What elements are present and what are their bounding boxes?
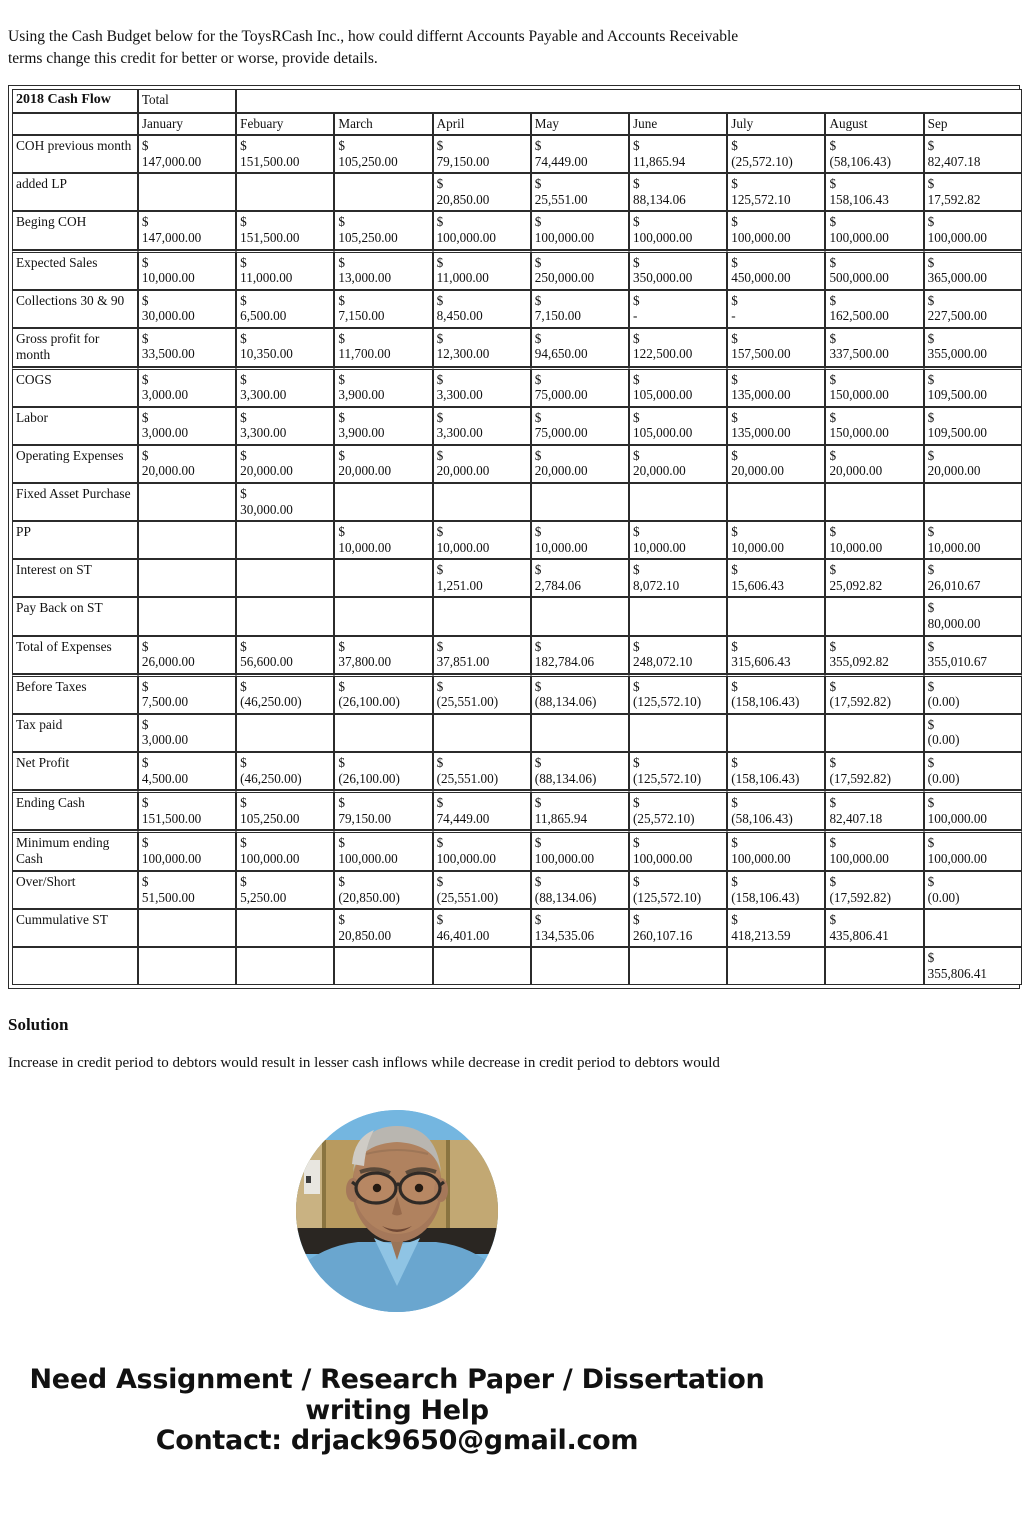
- table-cell: [236, 559, 334, 597]
- table-cell: [825, 714, 923, 752]
- row-label-cell: Operating Expenses: [12, 445, 138, 483]
- month-header-cell: June: [629, 113, 727, 136]
- table-cell: $ 147,000.00: [138, 135, 236, 173]
- month-header-cell: August: [825, 113, 923, 136]
- table-cell: $ 100,000.00: [924, 790, 1022, 830]
- table-cell: $ 15,606.43: [727, 559, 825, 597]
- table-cell: [531, 947, 629, 985]
- table-cell: $ 3,300.00: [236, 407, 334, 445]
- table-header-row-title: [12, 89, 1022, 113]
- table-cell: [531, 597, 629, 635]
- table-cell: $ (0.00): [924, 674, 1022, 714]
- table-cell: [138, 947, 236, 985]
- table-row: [12, 250, 1022, 290]
- table-cell: $ 105,000.00: [629, 407, 727, 445]
- table-row: [12, 135, 1022, 173]
- table-cell: $ (158,106.43): [727, 752, 825, 790]
- table-cell: $ 20,000.00: [334, 445, 432, 483]
- table-cell: $ 82,407.18: [825, 790, 923, 830]
- table-cell: [825, 597, 923, 635]
- table-cell: $ (17,592.82): [825, 752, 923, 790]
- table-cell: $ (46,250.00): [236, 674, 334, 714]
- row-label-cell: Expected Sales: [12, 250, 138, 290]
- table-cell: $ 8,072.10: [629, 559, 727, 597]
- row-label-cell: COH previous month: [12, 135, 138, 173]
- table-cell: $ 11,865.94: [629, 135, 727, 173]
- table-cell: $ (0.00): [924, 714, 1022, 752]
- month-header-cell: March: [334, 113, 432, 136]
- table-cell: $ 20,000.00: [629, 445, 727, 483]
- table-cell: $ 135,000.00: [727, 367, 825, 407]
- table-cell: $ (26,100.00): [334, 752, 432, 790]
- table-cell: $ (25,551.00): [433, 674, 531, 714]
- table-cell: $ 182,784.06: [531, 636, 629, 674]
- row-label-cell: Total of Expenses: [12, 636, 138, 674]
- profile-photo-block: [0, 1110, 794, 1317]
- table-cell: $ 1,251.00: [433, 559, 531, 597]
- table-cell: $ (158,106.43): [727, 871, 825, 909]
- table-cell: $ 80,000.00: [924, 597, 1022, 635]
- table-cell: $ 2,784.06: [531, 559, 629, 597]
- table-cell: $ 3,900.00: [334, 367, 432, 407]
- table-cell: $ 150,000.00: [825, 367, 923, 407]
- table-cell: [138, 483, 236, 521]
- table-cell: $ 100,000.00: [334, 830, 432, 871]
- table-cell: $ 100,000.00: [433, 830, 531, 871]
- table-cell: $ 350,000.00: [629, 250, 727, 290]
- table-cell: $ 418,213.59: [727, 909, 825, 947]
- table-row: [12, 790, 1022, 830]
- row-label-cell: Before Taxes: [12, 674, 138, 714]
- table-row: [12, 211, 1022, 249]
- month-header-cell: April: [433, 113, 531, 136]
- table-cell: $ (46,250.00): [236, 752, 334, 790]
- month-row-corner-cell: [12, 113, 138, 136]
- table-row: [12, 597, 1022, 635]
- table-cell: $ 135,000.00: [727, 407, 825, 445]
- table-cell: $ (25,551.00): [433, 752, 531, 790]
- month-header-cell: May: [531, 113, 629, 136]
- table-cell: $ 105,000.00: [629, 367, 727, 407]
- table-cell: $ 337,500.00: [825, 328, 923, 367]
- table-cell: $ 20,000.00: [531, 445, 629, 483]
- document-page: [0, 16, 988, 1475]
- table-cell: $ 7,150.00: [531, 290, 629, 328]
- table-cell: $ 100,000.00: [138, 830, 236, 871]
- table-cell: $ 94,650.00: [531, 328, 629, 367]
- row-label-cell: Beging COH: [12, 211, 138, 249]
- row-label-cell: Collections 30 & 90: [12, 290, 138, 328]
- table-row: [12, 947, 1022, 985]
- table-cell: $ -: [629, 290, 727, 328]
- table-row: [12, 714, 1022, 752]
- table-cell: $ 355,092.82: [825, 636, 923, 674]
- table-cell: $ (158,106.43): [727, 674, 825, 714]
- cash-flow-table: [12, 89, 1022, 985]
- table-cell: $ 7,150.00: [334, 290, 432, 328]
- row-label-cell: Interest on ST: [12, 559, 138, 597]
- table-cell: [727, 483, 825, 521]
- month-header-cell: January: [138, 113, 236, 136]
- table-cell: $ 250,000.00: [531, 250, 629, 290]
- table-cell: $ (88,134.06): [531, 752, 629, 790]
- footer-cta: [0, 1365, 794, 1474]
- footer-line-1: Need Assignment / Research Paper / Dissertation: [29, 1364, 765, 1396]
- table-cell: $ 500,000.00: [825, 250, 923, 290]
- cash-flow-table-container: [8, 85, 988, 989]
- table-cell: $ 46,401.00: [433, 909, 531, 947]
- footer-line-2: writing Help: [305, 1394, 489, 1426]
- table-cell: $ 122,500.00: [629, 328, 727, 367]
- table-cell: $ (125,572.10): [629, 674, 727, 714]
- table-cell: $ 20,850.00: [433, 173, 531, 211]
- table-cell: [334, 559, 432, 597]
- table-cell: $ 315,606.43: [727, 636, 825, 674]
- table-cell: $ 30,000.00: [138, 290, 236, 328]
- table-cell: [138, 173, 236, 211]
- table-cell: [138, 521, 236, 559]
- table-cell: $ 151,500.00: [236, 135, 334, 173]
- table-row: [12, 559, 1022, 597]
- table-cell: $ 13,000.00: [334, 250, 432, 290]
- table-cell: $ 37,851.00: [433, 636, 531, 674]
- row-label-cell: COGS: [12, 367, 138, 407]
- table-cell: $ 3,300.00: [433, 367, 531, 407]
- table-cell: [334, 173, 432, 211]
- table-cell: $ 162,500.00: [825, 290, 923, 328]
- table-cell: $ (17,592.82): [825, 871, 923, 909]
- table-cell: [531, 714, 629, 752]
- table-cell: [433, 483, 531, 521]
- table-cell: $ (58,106.43): [727, 790, 825, 830]
- cash-flow-table-body: [12, 89, 1022, 985]
- table-cell: $ 10,000.00: [924, 521, 1022, 559]
- table-cell: $ 79,150.00: [334, 790, 432, 830]
- table-cell: [924, 483, 1022, 521]
- table-cell: $ 79,150.00: [433, 135, 531, 173]
- table-row: [12, 674, 1022, 714]
- table-cell: [236, 947, 334, 985]
- table-cell: $ 74,449.00: [433, 790, 531, 830]
- table-cell: $ 355,010.67: [924, 636, 1022, 674]
- table-cell: $ 82,407.18: [924, 135, 1022, 173]
- table-cell: [727, 597, 825, 635]
- table-cell: $ 20,000.00: [138, 445, 236, 483]
- table-cell: $ 260,107.16: [629, 909, 727, 947]
- table-row: [12, 830, 1022, 871]
- table-cell: $ 100,000.00: [236, 830, 334, 871]
- table-cell: [433, 597, 531, 635]
- table-cell: [924, 909, 1022, 947]
- table-row: [12, 407, 1022, 445]
- table-cell: $ 11,000.00: [236, 250, 334, 290]
- table-cell: $ 150,000.00: [825, 407, 923, 445]
- table-cell: [334, 947, 432, 985]
- table-cell: [433, 714, 531, 752]
- table-cell: $ 3,000.00: [138, 407, 236, 445]
- table-row: [12, 871, 1022, 909]
- table-row: [12, 173, 1022, 211]
- table-cell: $ 100,000.00: [924, 211, 1022, 249]
- table-cell: [138, 559, 236, 597]
- table-cell: $ 10,000.00: [825, 521, 923, 559]
- solution-text: Increase in credit period to debtors would result in lesser cash inflows while decrease in credit period to debtors would: [8, 1055, 720, 1072]
- solution-heading: Solution: [8, 1015, 69, 1035]
- table-cell: $ (25,572.10): [727, 135, 825, 173]
- table-cell: $ (58,106.43): [825, 135, 923, 173]
- row-label-cell: Labor: [12, 407, 138, 445]
- table-row: [12, 328, 1022, 367]
- table-cell: $ (25,572.10): [629, 790, 727, 830]
- table-cell: [236, 521, 334, 559]
- table-cell: [236, 597, 334, 635]
- table-cell: [334, 483, 432, 521]
- table-outer-frame: [8, 85, 1020, 989]
- table-cell: $ 3,000.00: [138, 714, 236, 752]
- table-cell: $ 20,000.00: [924, 445, 1022, 483]
- table-cell: $ 10,000.00: [629, 521, 727, 559]
- table-cell: $ 17,592.82: [924, 173, 1022, 211]
- table-cell: $ 11,700.00: [334, 328, 432, 367]
- row-label-cell: [12, 947, 138, 985]
- table-cell: [727, 947, 825, 985]
- table-cell: $ (25,551.00): [433, 871, 531, 909]
- table-cell: $ 248,072.10: [629, 636, 727, 674]
- table-cell: $ 11,000.00: [433, 250, 531, 290]
- table-cell: [825, 947, 923, 985]
- table-cell: $ 75,000.00: [531, 407, 629, 445]
- table-cell: $ (17,592.82): [825, 674, 923, 714]
- table-row: [12, 521, 1022, 559]
- row-label-cell: Fixed Asset Purchase: [12, 483, 138, 521]
- table-cell: [334, 597, 432, 635]
- table-cell: $ 100,000.00: [629, 211, 727, 249]
- row-label-cell: Cummulative ST: [12, 909, 138, 947]
- table-cell: $ 100,000.00: [825, 830, 923, 871]
- table-row: [12, 636, 1022, 674]
- row-label-cell: Gross profit for month: [12, 328, 138, 367]
- table-cell: $ 450,000.00: [727, 250, 825, 290]
- table-cell: [629, 597, 727, 635]
- table-cell: $ 88,134.06: [629, 173, 727, 211]
- table-cell: $ 51,500.00: [138, 871, 236, 909]
- table-cell: $ 227,500.00: [924, 290, 1022, 328]
- row-label-cell: Tax paid: [12, 714, 138, 752]
- table-cell: $ 100,000.00: [531, 211, 629, 249]
- table-cell: $ 100,000.00: [629, 830, 727, 871]
- table-cell: $ 3,900.00: [334, 407, 432, 445]
- table-cell: [236, 173, 334, 211]
- table-row: [12, 445, 1022, 483]
- table-cell: $ -: [727, 290, 825, 328]
- table-row: [12, 752, 1022, 790]
- avatar-portrait-icon: [296, 1110, 498, 1312]
- table-cell: $ 105,250.00: [236, 790, 334, 830]
- table-cell: $ (26,100.00): [334, 674, 432, 714]
- table-cell: $ 25,551.00: [531, 173, 629, 211]
- table-cell: $ 20,000.00: [433, 445, 531, 483]
- table-cell: $ 6,500.00: [236, 290, 334, 328]
- footer-line-3: Contact: drjack9650@gmail.com: [155, 1424, 639, 1456]
- table-cell: $ 3,000.00: [138, 367, 236, 407]
- table-cell: $ 74,449.00: [531, 135, 629, 173]
- table-cell: $ 26,010.67: [924, 559, 1022, 597]
- table-cell: $ 147,000.00: [138, 211, 236, 249]
- table-cell: $ 10,000.00: [433, 521, 531, 559]
- month-header-cell: Febuary: [236, 113, 334, 136]
- table-cell: $ 26,000.00: [138, 636, 236, 674]
- table-cell: $ 355,000.00: [924, 328, 1022, 367]
- table-cell: $ 3,300.00: [433, 407, 531, 445]
- table-cell: $ 12,300.00: [433, 328, 531, 367]
- table-cell: [629, 483, 727, 521]
- table-cell: $ 158,106.43: [825, 173, 923, 211]
- table-cell: $ (88,134.06): [531, 871, 629, 909]
- table-cell: $ 151,500.00: [138, 790, 236, 830]
- table-cell: $ 37,800.00: [334, 636, 432, 674]
- table-cell: [531, 483, 629, 521]
- table-row: [12, 483, 1022, 521]
- table-cell: [236, 909, 334, 947]
- total-header-cell: Total: [138, 89, 236, 113]
- table-cell: $ 10,000.00: [138, 250, 236, 290]
- table-cell: $ 75,000.00: [531, 367, 629, 407]
- table-cell: [334, 714, 432, 752]
- table-cell: $ 435,806.41: [825, 909, 923, 947]
- table-cell: $ 56,600.00: [236, 636, 334, 674]
- month-header-cell: July: [727, 113, 825, 136]
- month-header-cell: Sep: [924, 113, 1022, 136]
- table-cell: $ (0.00): [924, 871, 1022, 909]
- table-cell: $ (125,572.10): [629, 871, 727, 909]
- table-cell: $ 3,300.00: [236, 367, 334, 407]
- table-cell: [825, 483, 923, 521]
- table-cell: $ 105,250.00: [334, 135, 432, 173]
- row-label-cell: Ending Cash: [12, 790, 138, 830]
- table-cell: $ 125,572.10: [727, 173, 825, 211]
- avatar: [296, 1110, 498, 1312]
- table-cell: $ 100,000.00: [433, 211, 531, 249]
- table-cell: $ 11,865.94: [531, 790, 629, 830]
- table-cell: $ 365,000.00: [924, 250, 1022, 290]
- table-cell: $ 10,000.00: [334, 521, 432, 559]
- table-cell: $ 5,250.00: [236, 871, 334, 909]
- table-cell: $ 10,000.00: [531, 521, 629, 559]
- row-label-cell: added LP: [12, 173, 138, 211]
- table-title-cell: 2018 Cash Flow: [12, 89, 138, 113]
- table-cell: [629, 947, 727, 985]
- table-cell: $ 151,500.00: [236, 211, 334, 249]
- table-cell: $ 10,350.00: [236, 328, 334, 367]
- table-cell: $ 10,000.00: [727, 521, 825, 559]
- table-cell: [727, 714, 825, 752]
- table-cell: $ 20,000.00: [825, 445, 923, 483]
- table-cell: $ 30,000.00: [236, 483, 334, 521]
- table-cell: [138, 597, 236, 635]
- table-cell: $ 100,000.00: [727, 211, 825, 249]
- row-label-cell: Over/Short: [12, 871, 138, 909]
- row-label-cell: Minimum ending Cash: [12, 830, 138, 871]
- table-cell: $ 8,450.00: [433, 290, 531, 328]
- table-cell: [433, 947, 531, 985]
- table-row: [12, 290, 1022, 328]
- table-cell: [236, 714, 334, 752]
- table-cell: $ (88,134.06): [531, 674, 629, 714]
- row-label-cell: Pay Back on ST: [12, 597, 138, 635]
- table-cell: $ 100,000.00: [531, 830, 629, 871]
- table-cell: $ 33,500.00: [138, 328, 236, 367]
- table-cell: $ 20,850.00: [334, 909, 432, 947]
- row-label-cell: Net Profit: [12, 752, 138, 790]
- table-row: [12, 367, 1022, 407]
- table-cell: $ 134,535.06: [531, 909, 629, 947]
- table-header-row-months: [12, 113, 1022, 136]
- question-text: Using the Cash Budget below for the ToysRCash Inc., how could differnt Accounts Payable and Accounts Receivable terms change this credit for better or worse, provide details.: [8, 27, 739, 67]
- table-cell: [629, 714, 727, 752]
- table-cell: $ (20,850.00): [334, 871, 432, 909]
- table-cell: $ 109,500.00: [924, 407, 1022, 445]
- table-cell: $ 105,250.00: [334, 211, 432, 249]
- table-cell: $ 100,000.00: [924, 830, 1022, 871]
- table-cell: $ 157,500.00: [727, 328, 825, 367]
- table-row: [12, 909, 1022, 947]
- row-label-cell: PP: [12, 521, 138, 559]
- table-cell: $ 100,000.00: [727, 830, 825, 871]
- table-cell: $ (125,572.10): [629, 752, 727, 790]
- table-cell: $ 25,092.82: [825, 559, 923, 597]
- header-filler-cell: [236, 89, 1022, 113]
- table-cell: $ 355,806.41: [924, 947, 1022, 985]
- table-cell: [138, 909, 236, 947]
- table-cell: $ 20,000.00: [236, 445, 334, 483]
- table-cell: $ 4,500.00: [138, 752, 236, 790]
- table-cell: $ (0.00): [924, 752, 1022, 790]
- table-cell: $ 100,000.00: [825, 211, 923, 249]
- table-cell: $ 7,500.00: [138, 674, 236, 714]
- table-cell: $ 20,000.00: [727, 445, 825, 483]
- table-cell: $ 109,500.00: [924, 367, 1022, 407]
